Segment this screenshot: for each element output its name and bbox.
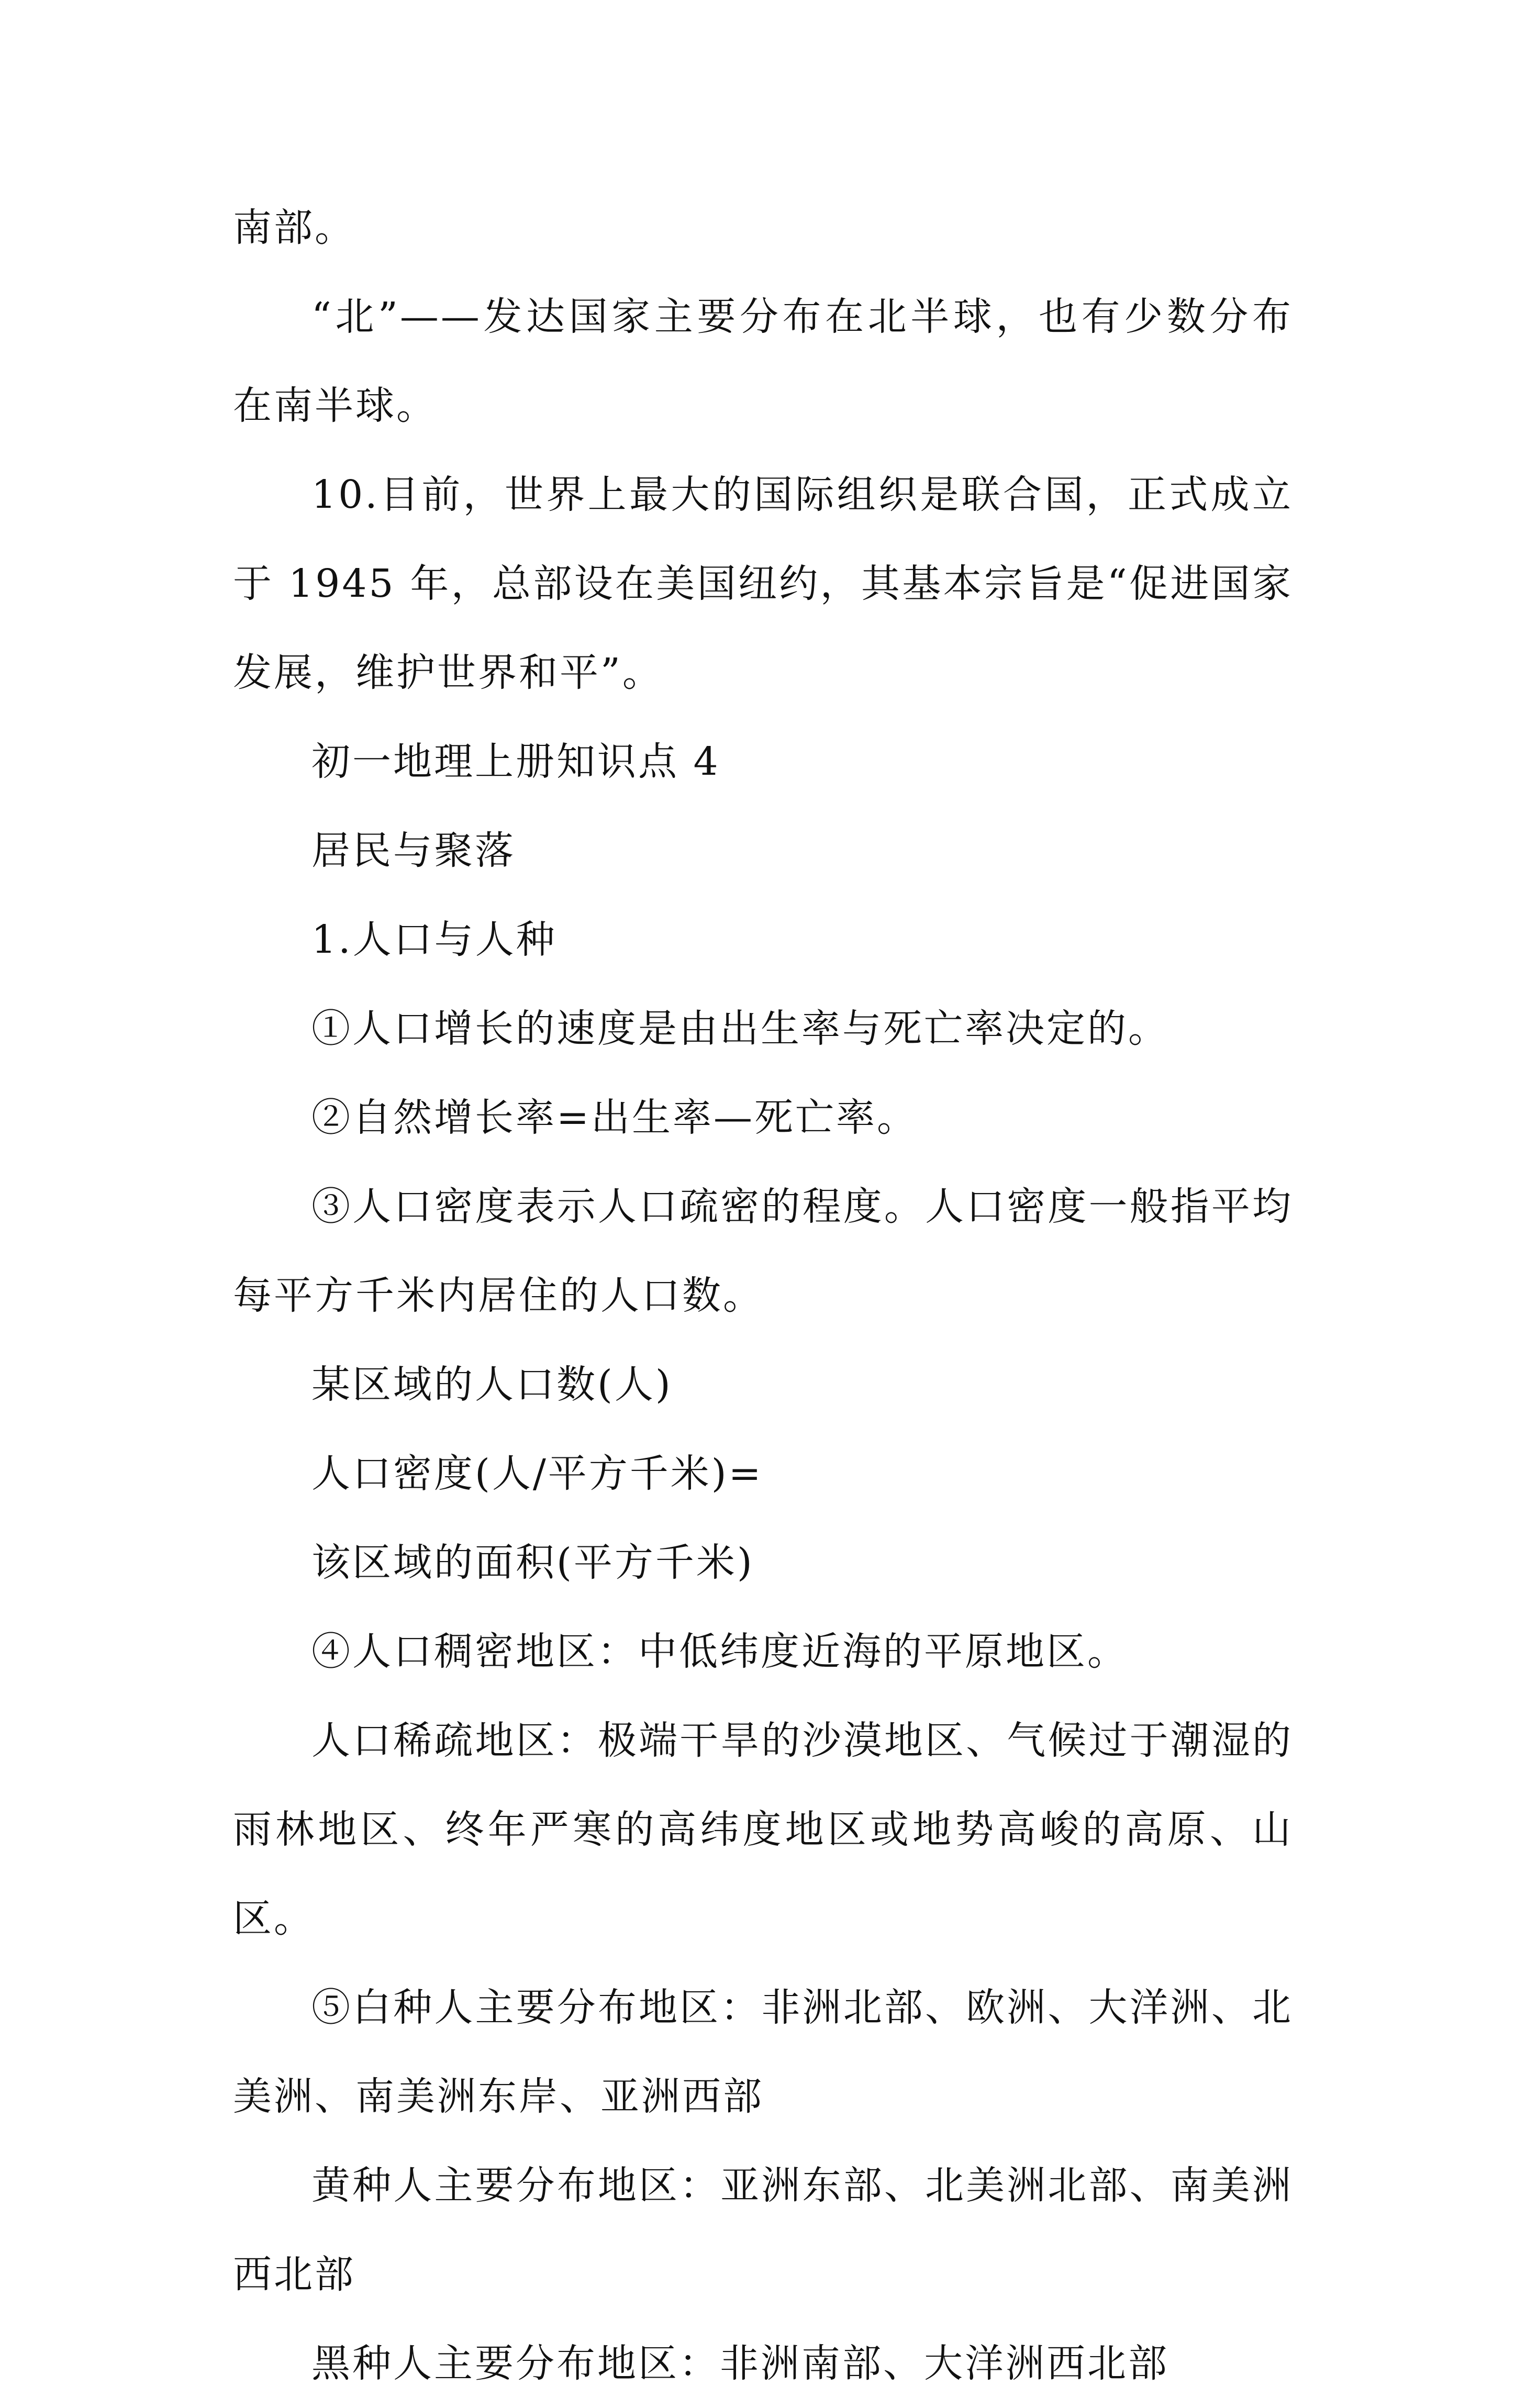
formula-line: 某区域的人口数(人) [311,1362,673,1407]
topic-heading: 1.人口与人种 [311,917,557,962]
paragraph: 黑种人主要分布地区：非洲南部、大洋洲西北部 [311,2341,1169,2386]
paragraph: ①人口增长的速度是由出生率与死亡率决定的。 [311,1006,1169,1051]
paragraph: ③人口密度表示人口疏密的程度。人口密度一般指平均每平方千米内居住的人口数。 [233,1184,1293,1318]
formula-line: 该区域的面积(平方千米) [311,1540,754,1585]
paragraph: “北”——发达国家主要分布在北半球，也有少数分布在南半球。 [233,294,1293,428]
paragraph: 南部。 [233,205,355,250]
paragraph: 人口稀疏地区：极端干旱的沙漠地区、气候过于潮湿的雨林地区、终年严寒的高纬度地区或地势高峻的高原、山区。 [233,1718,1293,1941]
paragraph: ④人口稠密地区：中低纬度近海的平原地区。 [311,1629,1128,1674]
section-subtitle: 居民与聚落 [311,828,516,873]
formula-line: 人口密度(人/平方千米)= [311,1451,763,1496]
paragraph: ②自然增长率=出生率—死亡率。 [311,1095,918,1140]
paragraph: 10.目前，世界上最大的国际组织是联合国，正式成立于 1945 年，总部设在美国纽约，其基本宗旨是“促进国家发展，维护世界和平”。 [233,472,1293,695]
document-body [233,183,1293,2408]
paragraph: 黄种人主要分布地区：亚洲东部、北美洲北部、南美洲西北部 [233,2163,1293,2297]
section-title: 初一地理上册知识点 4 [311,739,720,784]
paragraph: ⑤白种人主要分布地区：非洲北部、欧洲、大洋洲、北美洲、南美洲东岸、亚洲西部 [233,1985,1293,2119]
